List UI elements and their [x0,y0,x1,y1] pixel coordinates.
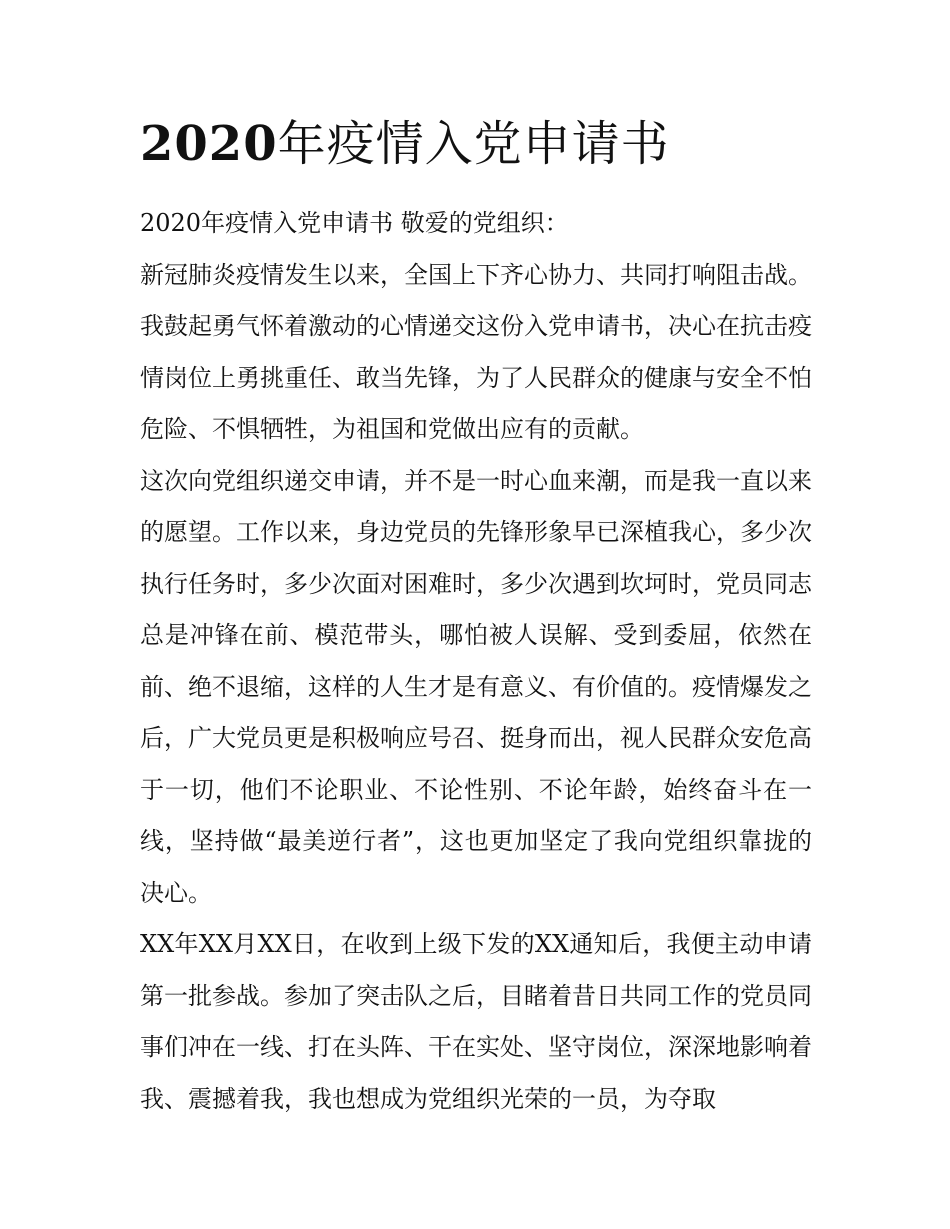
title-year: 2020 [140,116,278,172]
body-paragraph: 新冠肺炎疫情发生以来，全国上下齐心协力、共同打响阻击战。我鼓起勇气怀着激动的心情递交这份入党申请书，决心在抗击疫情岗位上勇挑重任、敢当先锋，为了人民群众的健康与安全不怕危险、不惧牺牲，为祖国和党做出应有的贡献。 [140,260,812,443]
body-paragraph: XX年XX月XX日，在收到上级下发的XX通知后，我便主动申请第一批参战。参加了突击队之后，目睹着昔日共同工作的党员同事们冲在一线、打在头阵、干在实处、坚守岗位，深深地影响着我、震撼着我，我也想成为党组织光荣的一员，为夺取 [140,930,812,1113]
salutation-paragraph: 2020年疫情入党申请书 敬爱的党组织： [140,209,569,237]
title-text: 年疫情入党申请书 [277,116,670,172]
document-title [140,112,840,176]
document-body [140,198,812,1125]
body-paragraph: 这次向党组织递交申请，并不是一时心血来潮，而是我一直以来的愿望。工作以来，身边党员的先锋形象早已深植我心，多少次执行任务时，多少次面对困难时，多少次遇到坎坷时，党员同志总是冲锋在前、模范带头，哪怕被人误解、受到委屈，依然在前、绝不退缩，这样的人生才是有意义、有价值的。疫情爆发之后，广大党员更是积极响应号召、挺身而出，视人民群众安危高于一切，他们不论职业、不论性别、不论年龄，始终奋斗在一线，坚持做“最美逆行者”，这也更加坚定了我向党组织靠拢的决心。 [140,466,812,907]
